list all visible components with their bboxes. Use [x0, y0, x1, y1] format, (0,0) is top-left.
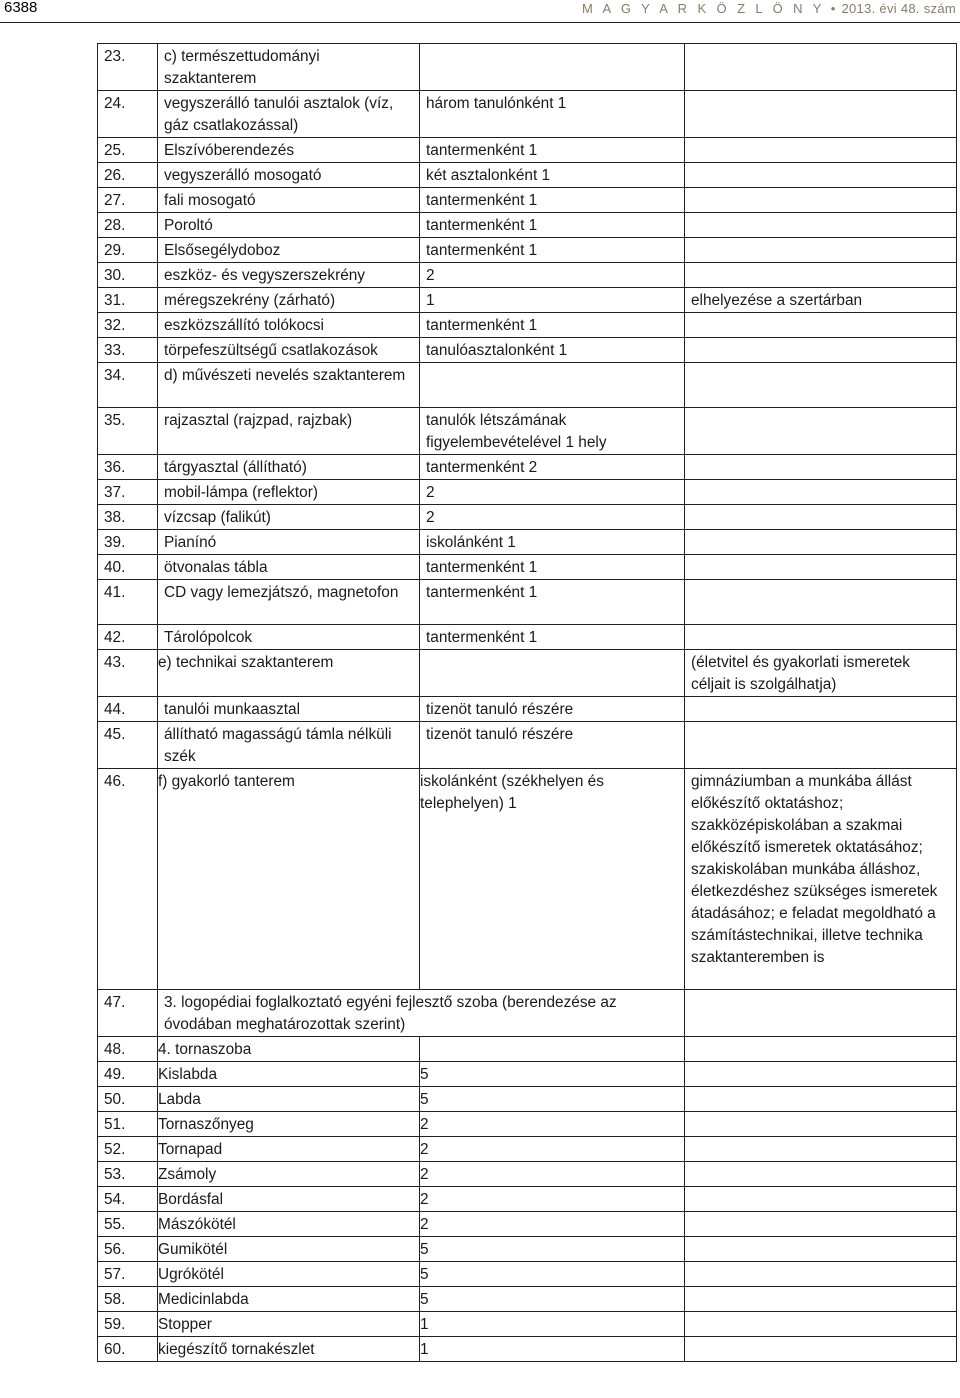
table-row	[98, 1187, 957, 1212]
item-name: Tornapad	[158, 1137, 420, 1162]
row-number: 51.	[98, 1112, 158, 1137]
item-note	[685, 1287, 957, 1312]
row-number: 46.	[98, 769, 158, 990]
item-name: Kislabda	[158, 1062, 420, 1087]
item-quantity: 5	[420, 1287, 685, 1312]
item-note	[685, 238, 957, 263]
item-name: c) természettudományi szaktanterem	[158, 44, 420, 91]
item-note	[685, 505, 957, 530]
item-note	[685, 213, 957, 238]
table-row	[98, 1062, 957, 1087]
item-note	[685, 163, 957, 188]
item-quantity: három tanulónként 1	[420, 91, 685, 138]
row-number: 42.	[98, 625, 158, 650]
table-row	[98, 238, 957, 263]
table-row	[98, 1337, 957, 1362]
item-note	[685, 363, 957, 408]
item-note	[685, 138, 957, 163]
item-quantity: tantermenként 1	[420, 138, 685, 163]
table-row	[98, 213, 957, 238]
item-note	[685, 1262, 957, 1287]
row-number: 26.	[98, 163, 158, 188]
item-name: d) művészeti nevelés szaktanterem	[158, 363, 420, 408]
item-note	[685, 530, 957, 555]
table-row	[98, 480, 957, 505]
item-quantity: 1	[420, 288, 685, 313]
row-number: 47.	[98, 990, 158, 1037]
table-row	[98, 455, 957, 480]
row-number: 25.	[98, 138, 158, 163]
row-number: 44.	[98, 697, 158, 722]
item-name: Poroltó	[158, 213, 420, 238]
item-name: rajzasztal (rajzpad, rajzbak)	[158, 408, 420, 455]
item-note	[685, 44, 957, 91]
item-quantity: tantermenként 1	[420, 555, 685, 580]
equipment-table-body	[98, 44, 957, 1362]
table-row	[98, 650, 957, 697]
item-quantity: tantermenként 1	[420, 238, 685, 263]
table-row	[98, 163, 957, 188]
item-note	[685, 555, 957, 580]
page-number: 6388	[4, 0, 38, 16]
table-row	[98, 625, 957, 650]
item-note	[685, 1037, 957, 1062]
table-row	[98, 91, 957, 138]
row-number: 43.	[98, 650, 158, 697]
row-number: 37.	[98, 480, 158, 505]
table-row	[98, 555, 957, 580]
item-quantity: 2	[420, 480, 685, 505]
equipment-table	[97, 43, 957, 1362]
item-name: Tárolópolcok	[158, 625, 420, 650]
item-name: Stopper	[158, 1312, 420, 1337]
item-name: állítható magasságú támla nélküli szék	[158, 722, 420, 769]
table-row	[98, 338, 957, 363]
item-quantity	[420, 44, 685, 91]
item-quantity: tanulóasztalonként 1	[420, 338, 685, 363]
item-note: elhelyezése a szertárban	[685, 288, 957, 313]
item-note	[685, 722, 957, 769]
table-row	[98, 44, 957, 91]
row-number: 41.	[98, 580, 158, 625]
table-row	[98, 1212, 957, 1237]
item-note	[685, 1162, 957, 1187]
issue-label: 2013. évi 48. szám	[841, 1, 956, 16]
row-number: 54.	[98, 1187, 158, 1212]
row-number: 45.	[98, 722, 158, 769]
table-row	[98, 1112, 957, 1137]
row-number: 60.	[98, 1337, 158, 1362]
item-note	[685, 455, 957, 480]
item-note	[685, 1087, 957, 1112]
table-row	[98, 188, 957, 213]
item-name: Labda	[158, 1087, 420, 1112]
row-number: 58.	[98, 1287, 158, 1312]
row-number: 23.	[98, 44, 158, 91]
item-name: Elsősegélydoboz	[158, 238, 420, 263]
item-name: eszköz- és vegyszerszekrény	[158, 263, 420, 288]
item-name: 4. tornaszoba	[158, 1037, 420, 1062]
item-name: f) gyakorló tanterem	[158, 769, 420, 990]
item-note	[685, 313, 957, 338]
item-name: Zsámoly	[158, 1162, 420, 1187]
table-row	[98, 530, 957, 555]
table-row	[98, 363, 957, 408]
table-row	[98, 1312, 957, 1337]
item-name: CD vagy lemezjátszó, magnetofon	[158, 580, 420, 625]
journal-title: M A G Y A R K Ö Z L Ö N Y	[582, 1, 825, 16]
row-number: 32.	[98, 313, 158, 338]
item-note	[685, 1112, 957, 1137]
page-header	[0, 0, 960, 23]
item-name: Medicinlabda	[158, 1287, 420, 1312]
item-quantity: 5	[420, 1237, 685, 1262]
item-note	[685, 580, 957, 625]
table-row	[98, 1237, 957, 1262]
row-number: 49.	[98, 1062, 158, 1087]
item-quantity: 2	[420, 1212, 685, 1237]
row-number: 56.	[98, 1237, 158, 1262]
item-note: gimnáziumban a munkába állást előkészítő oktatáshoz; szakközépiskolában a szakmai előkészítő ismeretek oktatásához; szakiskolában munkába álláshoz, életkezdéshez szükséges ismeretek átadásához; e feladat megoldható a számítástechnikai, illetve technika szaktanteremben is	[685, 769, 957, 990]
item-quantity: 2	[420, 1112, 685, 1137]
separator-dot: •	[830, 1, 836, 16]
row-number: 33.	[98, 338, 158, 363]
table-row	[98, 263, 957, 288]
item-name: tárgyasztal (állítható)	[158, 455, 420, 480]
item-note	[685, 1187, 957, 1212]
row-number: 36.	[98, 455, 158, 480]
item-quantity	[420, 363, 685, 408]
item-note	[685, 1312, 957, 1337]
table-row	[98, 408, 957, 455]
row-number: 31.	[98, 288, 158, 313]
item-quantity: tantermenként 1	[420, 580, 685, 625]
item-name: vegyszerálló mosogató	[158, 163, 420, 188]
item-name: ötvonalas tábla	[158, 555, 420, 580]
item-quantity: 2	[420, 1187, 685, 1212]
item-name: vegyszerálló tanulói asztalok (víz, gáz csatlakozással)	[158, 91, 420, 138]
item-note	[685, 1212, 957, 1237]
table-row	[98, 288, 957, 313]
item-note	[685, 480, 957, 505]
item-name: Gumikötél	[158, 1237, 420, 1262]
table-row	[98, 722, 957, 769]
item-quantity: 2	[420, 263, 685, 288]
row-number: 39.	[98, 530, 158, 555]
item-name: Ugrókötél	[158, 1262, 420, 1287]
table-row	[98, 505, 957, 530]
item-quantity: tantermenként 1	[420, 188, 685, 213]
item-quantity: 5	[420, 1062, 685, 1087]
table-row	[98, 990, 957, 1037]
row-number: 57.	[98, 1262, 158, 1287]
table-row	[98, 769, 957, 990]
row-number: 48.	[98, 1037, 158, 1062]
item-name: Elszívóberendezés	[158, 138, 420, 163]
item-quantity: 5	[420, 1087, 685, 1112]
item-quantity	[420, 650, 685, 697]
row-number: 24.	[98, 91, 158, 138]
item-name: Tornaszőnyeg	[158, 1112, 420, 1137]
item-name: méregszekrény (zárható)	[158, 288, 420, 313]
row-number: 59.	[98, 1312, 158, 1337]
row-number: 38.	[98, 505, 158, 530]
item-quantity: iskolánként 1	[420, 530, 685, 555]
table-row	[98, 313, 957, 338]
table-row	[98, 1262, 957, 1287]
row-number: 52.	[98, 1137, 158, 1162]
item-note	[685, 1237, 957, 1262]
table-row	[98, 697, 957, 722]
item-name: törpefeszültségű csatlakozások	[158, 338, 420, 363]
item-name: fali mosogató	[158, 188, 420, 213]
row-number: 53.	[98, 1162, 158, 1187]
table-row	[98, 1137, 957, 1162]
item-note	[685, 188, 957, 213]
item-quantity: tantermenként 1	[420, 313, 685, 338]
item-note: (életvitel és gyakorlati ismeretek céljait is szolgálhatja)	[685, 650, 957, 697]
item-note	[685, 1137, 957, 1162]
item-note	[685, 1062, 957, 1087]
item-quantity: 2	[420, 505, 685, 530]
item-name: 3. logopédiai foglalkoztató egyéni fejlesztő szoba (berendezése az óvodában meghatározottak szerint)	[158, 990, 685, 1037]
table-row	[98, 1162, 957, 1187]
row-number: 55.	[98, 1212, 158, 1237]
row-number: 35.	[98, 408, 158, 455]
item-note	[685, 1337, 957, 1362]
row-number: 34.	[98, 363, 158, 408]
item-quantity	[420, 1037, 685, 1062]
item-note	[685, 91, 957, 138]
item-quantity: 5	[420, 1262, 685, 1287]
item-quantity: 1	[420, 1312, 685, 1337]
item-name: vízcsap (falikút)	[158, 505, 420, 530]
table-row	[98, 1287, 957, 1312]
item-quantity: 2	[420, 1162, 685, 1187]
table-row	[98, 1087, 957, 1112]
item-note	[685, 263, 957, 288]
running-head	[582, 1, 956, 16]
item-quantity: tizenöt tanuló részére	[420, 722, 685, 769]
item-name: Mászókötél	[158, 1212, 420, 1237]
row-number: 27.	[98, 188, 158, 213]
row-number: 30.	[98, 263, 158, 288]
item-quantity: tantermenként 2	[420, 455, 685, 480]
item-name: Bordásfal	[158, 1187, 420, 1212]
item-name: kiegészítő tornakészlet	[158, 1337, 420, 1362]
item-quantity: 1	[420, 1337, 685, 1362]
table-row	[98, 1037, 957, 1062]
item-quantity: iskolánként (székhelyen és telephelyen) 1	[420, 769, 685, 990]
item-name: e) technikai szaktanterem	[158, 650, 420, 697]
row-number: 28.	[98, 213, 158, 238]
table-row	[98, 580, 957, 625]
item-name: eszközszállító tolókocsi	[158, 313, 420, 338]
item-note	[685, 625, 957, 650]
table-row	[98, 138, 957, 163]
item-name: mobil-lámpa (reflektor)	[158, 480, 420, 505]
row-number: 40.	[98, 555, 158, 580]
item-quantity: tanulók létszámának figyelembevételével 1 hely	[420, 408, 685, 455]
item-quantity: 2	[420, 1137, 685, 1162]
item-name: tanulói munkaasztal	[158, 697, 420, 722]
item-quantity: tizenöt tanuló részére	[420, 697, 685, 722]
item-quantity: két asztalonként 1	[420, 163, 685, 188]
item-note	[685, 408, 957, 455]
item-note	[685, 338, 957, 363]
item-name: Pianínó	[158, 530, 420, 555]
item-quantity: tantermenként 1	[420, 625, 685, 650]
row-number: 50.	[98, 1087, 158, 1112]
item-note	[685, 990, 957, 1037]
row-number: 29.	[98, 238, 158, 263]
item-note	[685, 697, 957, 722]
item-quantity: tantermenként 1	[420, 213, 685, 238]
